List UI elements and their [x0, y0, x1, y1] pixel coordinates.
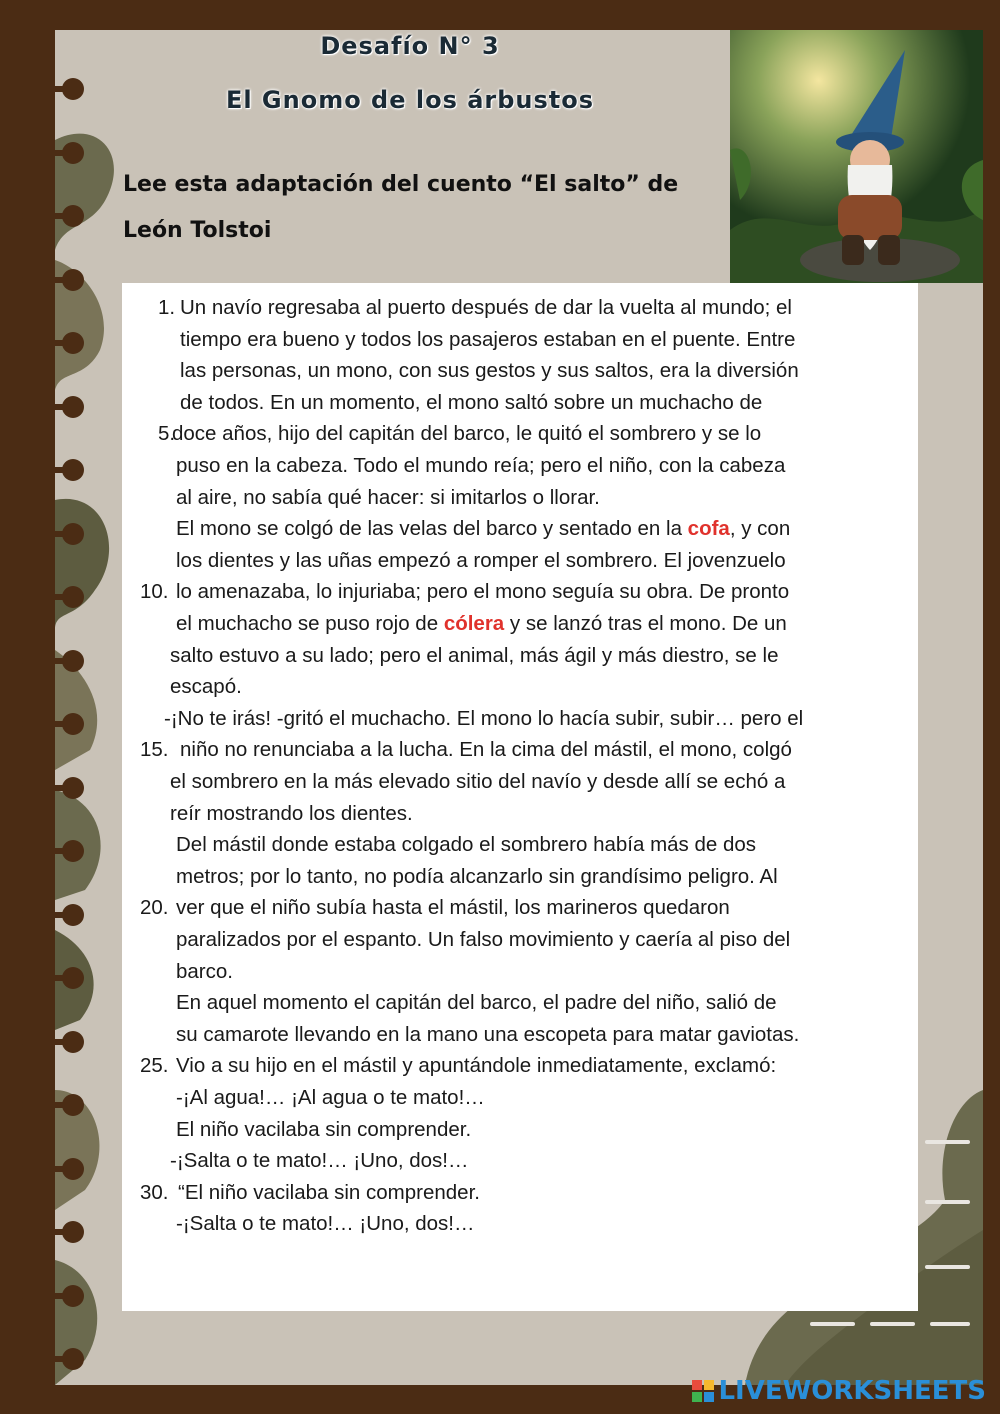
vocabulary-highlight: cólera: [443, 612, 505, 635]
story-line: -¡Salta o te mato!… ¡Uno, dos!…: [176, 1212, 475, 1236]
story-text: El mono se colgó de las velas del barco y sentado en la: [176, 517, 688, 541]
binding-ring: [62, 142, 84, 164]
story-line: puso en la cabeza. Todo el mundo reía; pero el niño, con la cabeza: [176, 454, 786, 477]
binding-ring-arm: [20, 340, 68, 346]
story-line: En aquel momento el capitán del barco, el padre del niño, salió de: [176, 991, 777, 1015]
story-line: metros; por lo tanto, no podía alcanzarlo sin grandísimo peligro. Al: [176, 864, 778, 888]
story-text: y se lanzó tras el mono. De un: [504, 612, 787, 635]
binding-ring-arm: [20, 531, 68, 537]
binding-ring-arm: [20, 785, 68, 791]
decorative-dash: [925, 1265, 970, 1269]
binding-ring: [62, 840, 84, 862]
story-line: Vio a su hijo en el mástil y apuntándole inmediatamente, exclamó:: [176, 1054, 777, 1078]
binding-ring-arm: [20, 467, 68, 473]
gnome-illustration: [730, 30, 983, 283]
story-text: el muchacho se puso rojo de: [176, 612, 444, 635]
binding-ring: [62, 1094, 84, 1116]
story-line: lo amenazaba, lo injuriaba; pero el mono seguía su obra. De pronto: [176, 580, 790, 604]
intro-line-2: León Tolstoi: [123, 218, 272, 243]
binding-ring-arm: [20, 721, 68, 727]
liveworksheets-logo-icon: [692, 1380, 714, 1402]
line-number: 1.: [158, 296, 176, 319]
logo-text: LIVEWORKSHEETS: [718, 1376, 986, 1406]
story-line: ver que el niño subía hasta el mástil, los marineros quedaron: [176, 896, 730, 920]
binding-ring: [62, 1348, 84, 1370]
decorative-dash: [925, 1200, 970, 1204]
story-line: Del mástil donde estaba colgado el sombrero había más de dos: [176, 833, 757, 857]
binding-ring: [62, 459, 84, 481]
binding-ring-arm: [20, 277, 68, 283]
story-text: , y con: [729, 517, 791, 541]
line-number: 10.: [140, 580, 169, 604]
story-line: tiempo era bueno y todos los pasajeros estaban en el puente. Entre: [180, 327, 796, 351]
binding-ring-arm: [20, 912, 68, 918]
binding-ring: [62, 1285, 84, 1307]
binding-ring: [62, 269, 84, 291]
binding-ring: [62, 967, 84, 989]
binding-ring: [62, 650, 84, 672]
story-line: -¡Salta o te mato!… ¡Uno, dos!…: [170, 1149, 469, 1173]
story-line: niño no renunciaba a la lucha. En la cima del mástil, el mono, colgó: [180, 738, 792, 762]
story-line: doce años, hijo del capitán del barco, le quitó el sombrero y se lo: [172, 422, 762, 446]
vocabulary-highlight: cofa: [687, 517, 730, 541]
binding-ring: [62, 205, 84, 227]
binding-ring-arm: [20, 1293, 68, 1299]
binding-ring-arm: [20, 86, 68, 92]
binding-ring: [62, 904, 84, 926]
line-number: 25.: [140, 1054, 169, 1078]
story-line: escapó.: [170, 675, 242, 699]
binding-ring: [62, 713, 84, 735]
line-number: 15.: [140, 738, 169, 762]
story-line: “El niño vacilaba sin comprender.: [178, 1180, 480, 1204]
binding-ring: [62, 396, 84, 418]
story-line: los dientes y las uñas empezó a romper el sombrero. El jovenzuelo: [176, 548, 786, 572]
story-line: Un navío regresaba al puerto después de dar la vuelta al mundo; el: [180, 296, 792, 319]
binding-ring: [62, 777, 84, 799]
binding-ring: [62, 332, 84, 354]
story-line: las personas, un mono, con sus gestos y sus saltos, era la diversión: [180, 359, 799, 383]
decorative-dash: [930, 1322, 970, 1326]
story-line: salto estuvo a su lado; pero el animal, más ágil y más diestro, se le: [170, 643, 779, 667]
binding-ring-arm: [20, 1102, 68, 1108]
line-number: 5.: [158, 422, 176, 446]
story-line: -¡Al agua!… ¡Al agua o te mato!…: [176, 1086, 485, 1109]
binding-ring-arm: [20, 1229, 68, 1235]
story-line: barco.: [176, 959, 233, 983]
binding-ring: [62, 1158, 84, 1180]
decorative-dash: [870, 1322, 915, 1326]
story-line: reír mostrando los dientes.: [170, 801, 413, 825]
story-line: al aire, no sabía qué hacer: si imitarlos o llorar.: [176, 485, 600, 509]
binding-ring-arm: [20, 1356, 68, 1362]
binding-ring-arm: [20, 848, 68, 854]
binding-ring-arm: [20, 658, 68, 664]
binding-ring: [62, 1031, 84, 1053]
binding-ring-arm: [20, 1166, 68, 1172]
binding-ring-arm: [20, 213, 68, 219]
line-number: 30.: [140, 1180, 169, 1204]
binding-ring: [62, 523, 84, 545]
binding-ring-arm: [20, 1039, 68, 1045]
story-line: su camarote llevando en la mano una escopeta para matar gaviotas.: [176, 1022, 800, 1046]
story-line: paralizados por el espanto. Un falso movimiento y caería al piso del: [176, 928, 791, 951]
binding-ring-arm: [20, 404, 68, 410]
binding-ring-arm: [20, 975, 68, 981]
page-title: Desafío N° 3: [320, 32, 500, 60]
binding-ring: [62, 78, 84, 100]
intro-line-1: Lee esta adaptación del cuento “El salto” de: [123, 172, 679, 197]
line-number: 20.: [140, 896, 169, 920]
decorative-dash: [810, 1322, 855, 1326]
page-subtitle: El Gnomo de los árbustos: [225, 86, 595, 114]
story-line: [176, 612, 787, 636]
decorative-dash: [925, 1140, 970, 1144]
liveworksheets-logo: [692, 1376, 986, 1406]
binding-ring: [62, 1221, 84, 1243]
story-line: [176, 517, 790, 541]
story-line: El niño vacilaba sin comprender.: [176, 1117, 472, 1141]
story-line: -¡No te irás! -gritó el muchacho. El mono lo hacía subir, subir… pero el: [164, 706, 804, 730]
binding-ring-arm: [20, 150, 68, 156]
binding-ring: [62, 586, 84, 608]
binding-ring-arm: [20, 594, 68, 600]
story-text-box: [122, 283, 918, 1311]
story-line: el sombrero en la más elevado sitio del navío y desde allí se echó a: [170, 770, 786, 793]
story-line: de todos. En un momento, el mono saltó sobre un muchacho de: [180, 390, 763, 414]
